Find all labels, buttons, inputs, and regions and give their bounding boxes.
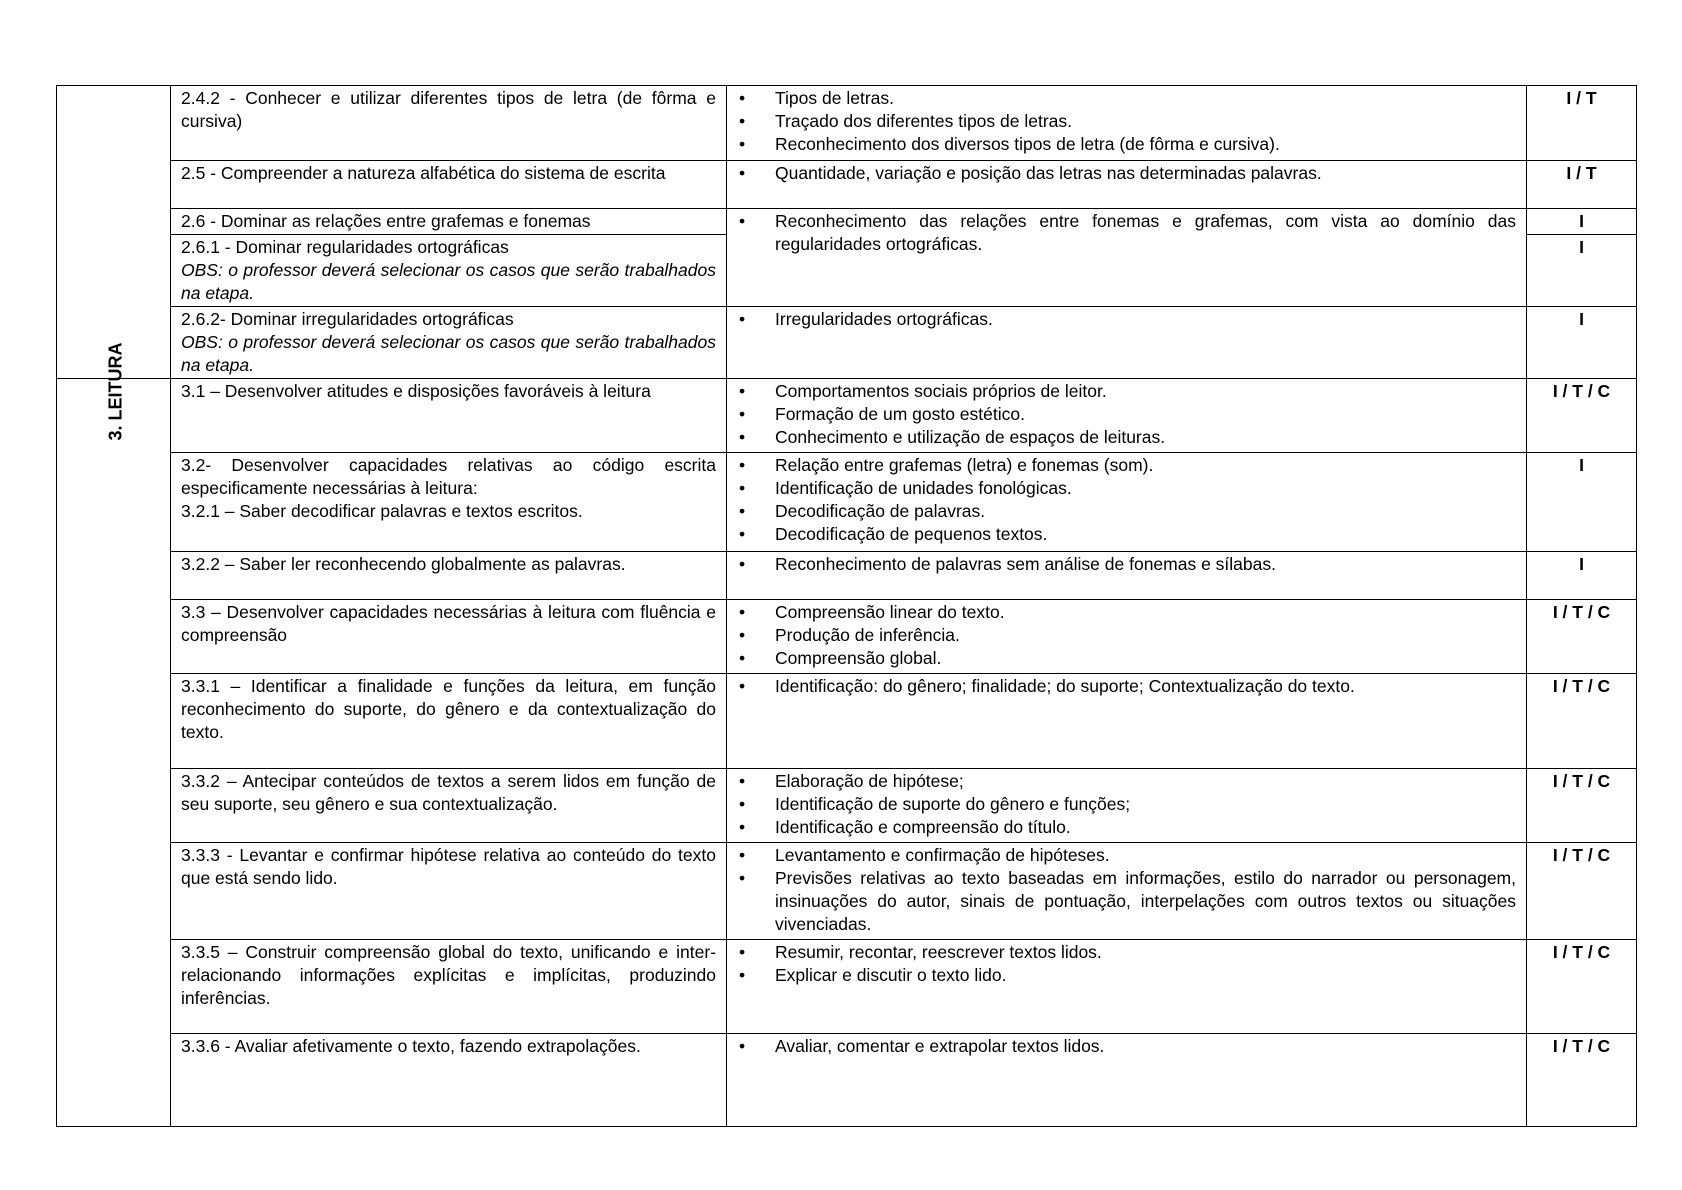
list-item: • Compreensão linear do texto. — [737, 601, 1516, 624]
table-row — [57, 1034, 1637, 1127]
list-item: • Identificação de unidades fonológicas. — [737, 477, 1516, 500]
axis-cell — [57, 342, 171, 1127]
level-cell: I — [1527, 235, 1637, 307]
list-item: • Identificação: do gênero; finalidade; do suporte; Contextualização do texto. — [737, 675, 1516, 698]
objective-cell — [171, 940, 727, 1034]
contents-list — [737, 210, 1516, 256]
contents-list — [737, 941, 1516, 987]
contents-cell — [727, 843, 1527, 940]
level-cell: I / T / C — [1527, 600, 1637, 674]
table-row — [57, 307, 1637, 379]
table-row — [57, 674, 1637, 769]
contents-list — [737, 553, 1516, 576]
list-item: • Previsões relativas ao texto baseadas em informações, estilo do narrador ou personagem, insinuações do autor, sinais de pontuação, interpelações com outros textos ou situações vivenciadas. — [737, 867, 1516, 936]
table-row — [57, 552, 1637, 600]
level-cell: I / T / C — [1527, 940, 1637, 1034]
contents-cell — [727, 86, 1527, 161]
contents-list — [737, 844, 1516, 936]
contents-cell — [727, 769, 1527, 843]
table-row — [57, 843, 1637, 940]
list-item: • Decodificação de pequenos textos. — [737, 523, 1516, 546]
objective-text: 3.3.5 – Construir compreensão global do texto, unificando e inter-relacionando informações explícitas e implícitas, produzindo inferências. — [181, 942, 716, 1008]
contents-cell — [727, 453, 1527, 552]
objective-cell — [171, 86, 727, 161]
objective-text: 3.2.1 – Saber decodificar palavras e textos escritos. — [181, 501, 583, 521]
contents-list — [737, 162, 1516, 185]
objective-text: 3.3.1 – Identificar a finalidade e funções da leitura, em função reconhecimento do suporte, do gênero e da contextualização do texto. — [181, 676, 716, 742]
contents-cell — [727, 161, 1527, 209]
contents-list — [737, 770, 1516, 839]
objective-cell — [171, 453, 727, 552]
objective-text: 3.2.2 – Saber ler reconhecendo globalmente as palavras. — [181, 554, 626, 574]
table-row — [57, 161, 1637, 209]
table-row — [57, 453, 1637, 552]
objective-text: 3.2- Desenvolver capacidades relativas ao código escrita especificamente necessárias à leitura: — [181, 455, 716, 498]
list-item: • Levantamento e confirmação de hipóteses. — [737, 844, 1516, 867]
level-cell: I / T / C — [1527, 674, 1637, 769]
table-row — [57, 940, 1637, 1034]
list-item: • Avaliar, comentar e extrapolar textos lidos. — [737, 1035, 1516, 1058]
objective-cell — [171, 600, 727, 674]
level-cell: I — [1527, 453, 1637, 552]
axis-title: 3. LEITURA — [105, 342, 126, 441]
objective-text: 3.1 – Desenvolver atitudes e disposições favoráveis à leitura — [181, 381, 651, 401]
objective-text: 2.6 - Dominar as relações entre grafemas e fonemas — [181, 211, 591, 231]
contents-list — [737, 308, 1516, 331]
contents-list — [737, 1035, 1516, 1058]
contents-cell — [727, 674, 1527, 769]
contents-cell — [727, 1034, 1527, 1127]
list-item: • Produção de inferência. — [737, 624, 1516, 647]
table-row — [57, 86, 1637, 161]
contents-cell — [727, 209, 1527, 307]
objective-text: 3.3.2 – Antecipar conteúdos de textos a serem lidos em função de seu suporte, seu gênero e sua contextualização. — [181, 771, 716, 814]
list-item: • Relação entre grafemas (letra) e fonemas (som). — [737, 454, 1516, 477]
list-item: • Elaboração de hipótese; — [737, 770, 1516, 793]
level-cell: I — [1527, 209, 1637, 235]
list-item: • Irregularidades ortográficas. — [737, 308, 1516, 331]
contents-cell — [727, 552, 1527, 600]
objective-cell — [171, 769, 727, 843]
table-row — [57, 379, 1637, 453]
objective-cell — [171, 379, 727, 453]
objective-cell — [171, 552, 727, 600]
level-cell: I / T / C — [1527, 379, 1637, 453]
level-cell: I / T — [1527, 161, 1637, 209]
table-row — [57, 600, 1637, 674]
list-item: • Reconhecimento dos diversos tipos de letra (de fôrma e cursiva). — [737, 133, 1516, 156]
curriculum-table — [56, 85, 1637, 1127]
contents-list — [737, 454, 1516, 546]
list-item: • Reconhecimento das relações entre fonemas e grafemas, com vista ao domínio das regularidades ortográficas. — [737, 210, 1516, 256]
objective-text: 2.4.2 - Conhecer e utilizar diferentes tipos de letra (de fôrma e cursiva) — [181, 88, 716, 131]
contents-cell — [727, 379, 1527, 453]
contents-cell — [727, 940, 1527, 1034]
level-cell: I — [1527, 552, 1637, 600]
contents-list — [737, 87, 1516, 156]
objective-text: 2.5 - Compreender a natureza alfabética do sistema de escrita — [181, 163, 666, 183]
list-item: • Tipos de letras. — [737, 87, 1516, 110]
list-item: • Quantidade, variação e posição das letras nas determinadas palavras. — [737, 162, 1516, 185]
objective-cell — [171, 161, 727, 209]
objective-text: 2.6.2- Dominar irregularidades ortográficas — [181, 309, 514, 329]
objective-cell — [171, 235, 727, 307]
objective-cell — [171, 307, 727, 379]
objective-cell — [171, 209, 727, 235]
objective-cell — [171, 1034, 727, 1127]
table-row — [57, 769, 1637, 843]
list-item: • Resumir, recontar, reescrever textos lidos. — [737, 941, 1516, 964]
list-item: • Traçado dos diferentes tipos de letras. — [737, 110, 1516, 133]
objective-text: 2.6.1 - Dominar regularidades ortográficas — [181, 237, 509, 257]
list-item: • Explicar e discutir o texto lido. — [737, 964, 1516, 987]
list-item: • Identificação e compreensão do título. — [737, 816, 1516, 839]
objective-text: 3.3.6 - Avaliar afetivamente o texto, fazendo extrapolações. — [181, 1036, 641, 1056]
list-item: • Formação de um gosto estético. — [737, 403, 1516, 426]
contents-list — [737, 380, 1516, 449]
objective-cell — [171, 843, 727, 940]
contents-list — [737, 601, 1516, 670]
level-cell: I / T / C — [1527, 769, 1637, 843]
axis-cell-empty — [57, 86, 171, 379]
list-item: • Conhecimento e utilização de espaços de leituras. — [737, 426, 1516, 449]
list-item: • Compreensão global. — [737, 647, 1516, 670]
obs-note: OBS: o professor deverá selecionar os casos que serão trabalhados na etapa. — [181, 260, 716, 303]
list-item: • Identificação de suporte do gênero e funções; — [737, 793, 1516, 816]
contents-list — [737, 675, 1516, 698]
list-item: • Reconhecimento de palavras sem análise de fonemas e sílabas. — [737, 553, 1516, 576]
level-cell: I — [1527, 307, 1637, 379]
list-item: • Decodificação de palavras. — [737, 500, 1516, 523]
table-row — [57, 209, 1637, 235]
level-cell: I / T / C — [1527, 1034, 1637, 1127]
contents-cell — [727, 307, 1527, 379]
contents-cell — [727, 600, 1527, 674]
level-cell: I / T / C — [1527, 843, 1637, 940]
objective-text: 3.3 – Desenvolver capacidades necessárias à leitura com fluência e compreensão — [181, 602, 716, 645]
level-cell: I / T — [1527, 86, 1637, 161]
objective-cell — [171, 674, 727, 769]
objective-text: 3.3.3 - Levantar e confirmar hipótese relativa ao conteúdo do texto que está sendo lido. — [181, 845, 716, 888]
list-item: • Comportamentos sociais próprios de leitor. — [737, 380, 1516, 403]
obs-note: OBS: o professor deverá selecionar os casos que serão trabalhados na etapa. — [181, 332, 716, 375]
